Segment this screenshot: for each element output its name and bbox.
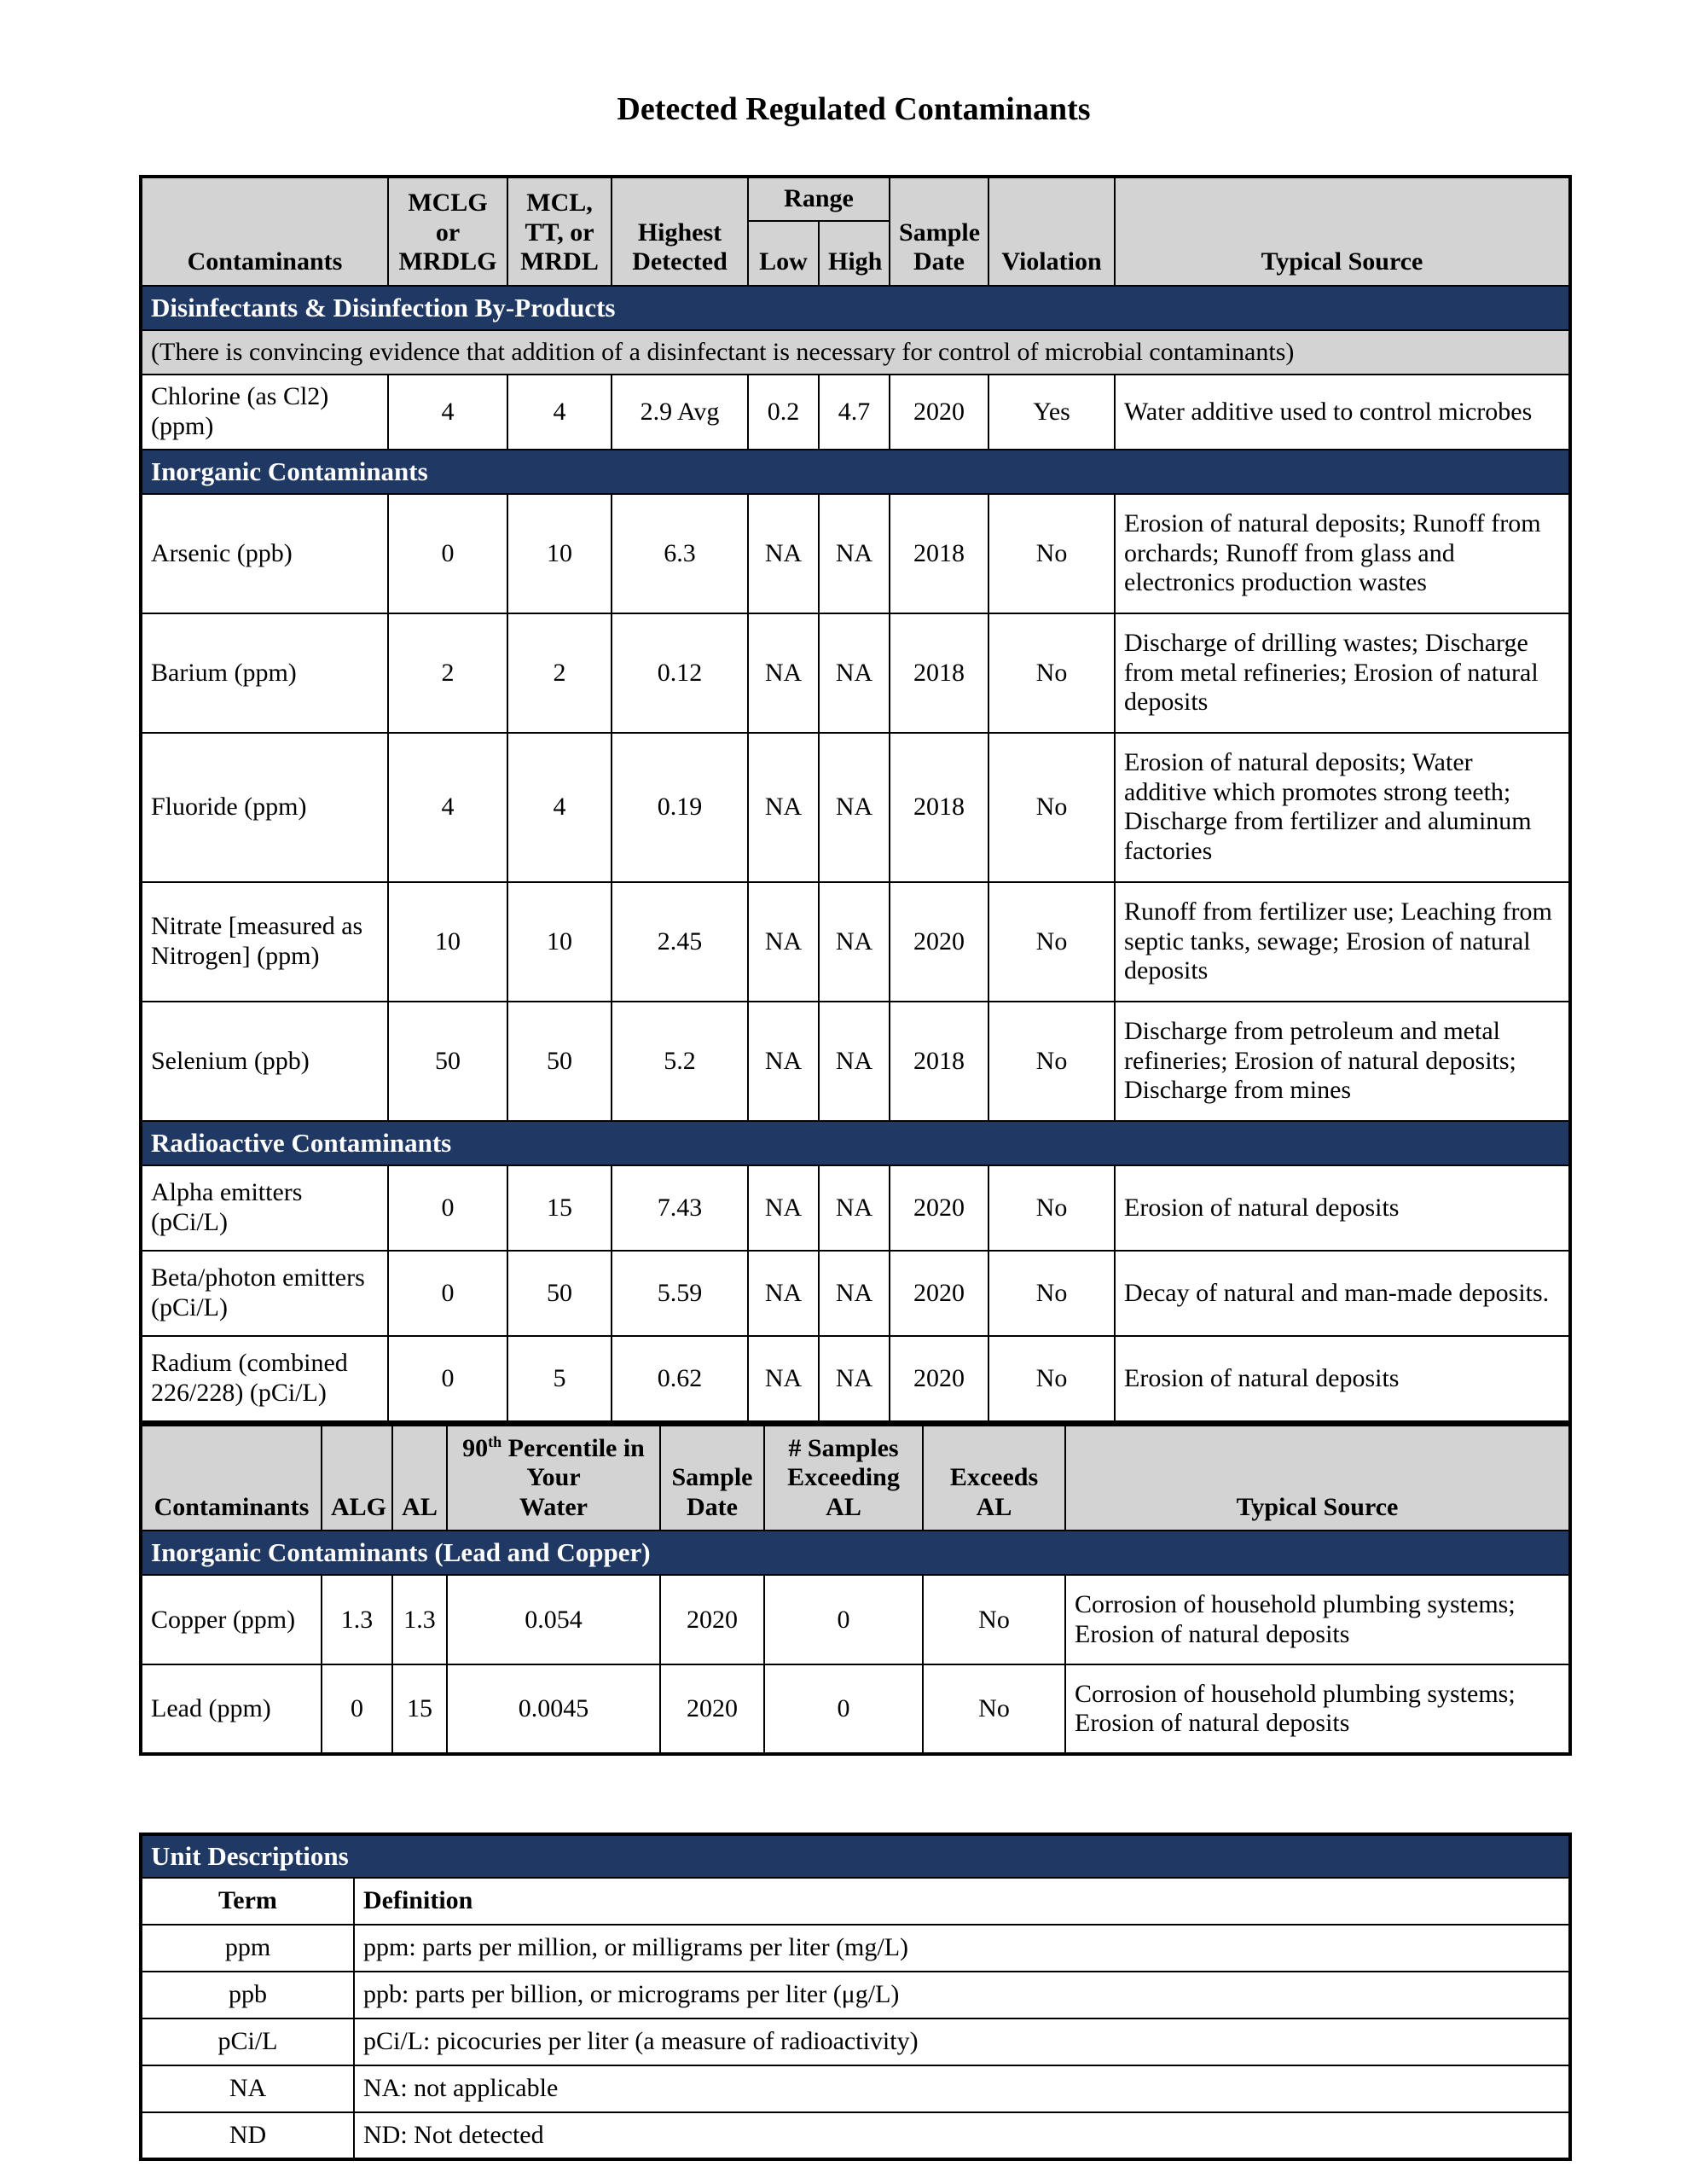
cell-typical-source: Runoff from fertilizer use; Leaching from septic tanks, sewage; Erosion of natural deposits	[1115, 882, 1570, 1002]
cell-highest: 5.2	[612, 1002, 748, 1121]
col-header-highest-detected: Highest Detected	[612, 177, 748, 286]
col-header-alg: ALG	[322, 1424, 392, 1531]
cell-typical-source: Erosion of natural deposits; Runoff from orchards; Runoff from glass and electronics production wastes	[1115, 494, 1570, 613]
cell-mcl: 4	[507, 375, 612, 450]
cell-90th-percentile: 0.0045	[447, 1664, 660, 1754]
cell-mclg: 0	[388, 1336, 507, 1421]
cell-range-high: NA	[819, 613, 890, 733]
col-header-contaminants: Contaminants	[141, 1424, 322, 1531]
cell-range-low: NA	[748, 1165, 819, 1251]
cell-sample-date: 2020	[890, 1251, 988, 1336]
cell-range-high: NA	[819, 1002, 890, 1121]
cell-typical-source: Erosion of natural deposits	[1115, 1165, 1570, 1251]
unit-header-row	[141, 1878, 1570, 1925]
cell-sample-date: 2018	[890, 1002, 988, 1121]
cell-term: pCi/L	[141, 2018, 354, 2065]
cell-highest: 7.43	[612, 1165, 748, 1251]
col-header-sample-date: Sample Date	[660, 1424, 764, 1531]
cell-samples-exceeding: 0	[764, 1664, 923, 1754]
cell-range-high: NA	[819, 882, 890, 1002]
cell-al: 15	[392, 1664, 447, 1754]
cell-alg: 1.3	[322, 1575, 392, 1664]
percentile-text: Percentile in	[501, 1433, 645, 1462]
cell-violation: Yes	[988, 375, 1115, 450]
cell-mclg: 4	[388, 733, 507, 882]
cell-contaminant: Copper (ppm)	[141, 1575, 322, 1664]
section-unit-descriptions	[141, 1834, 1570, 1878]
col-header-al: AL	[392, 1424, 447, 1531]
cell-term: ppb	[141, 1972, 354, 2018]
cell-contaminant: Lead (ppm)	[141, 1664, 322, 1754]
cell-range-low: NA	[748, 1251, 819, 1336]
cell-mcl: 10	[507, 494, 612, 613]
cell-term: NA	[141, 2065, 354, 2112]
cell-mclg: 0	[388, 1165, 507, 1251]
unit-row-nd	[141, 2112, 1570, 2159]
disinfectant-note-row	[141, 330, 1570, 375]
cell-sample-date: 2020	[660, 1664, 764, 1754]
cell-mcl: 50	[507, 1002, 612, 1121]
cell-mcl: 15	[507, 1165, 612, 1251]
col-header-90th-percentile	[447, 1424, 660, 1531]
lead-copper-header-row	[141, 1424, 1570, 1531]
cell-mclg: 50	[388, 1002, 507, 1121]
percentile-line3: Water	[519, 1492, 588, 1521]
unit-descriptions-title: Unit Descriptions	[141, 1834, 1570, 1878]
cell-typical-source: Decay of natural and man-made deposits.	[1115, 1251, 1570, 1336]
cell-sample-date: 2018	[890, 494, 988, 613]
cell-contaminant: Chlorine (as Cl2) (ppm)	[141, 375, 388, 450]
col-header-mclg: MCLG or MRDLG	[388, 177, 507, 286]
table-row-beta-photon-emitters	[141, 1251, 1570, 1336]
cell-exceeds-al: No	[923, 1575, 1065, 1664]
cell-contaminant: Barium (ppm)	[141, 613, 388, 733]
cell-range-high: NA	[819, 733, 890, 882]
cell-violation: No	[988, 494, 1115, 613]
cell-sample-date: 2020	[890, 1165, 988, 1251]
cell-mclg: 2	[388, 613, 507, 733]
table-row-alpha-emitters	[141, 1165, 1570, 1251]
cell-mcl: 10	[507, 882, 612, 1002]
cell-highest: 0.12	[612, 613, 748, 733]
unit-row-na	[141, 2065, 1570, 2112]
cell-range-low: 0.2	[748, 375, 819, 450]
cell-range-high: 4.7	[819, 375, 890, 450]
unit-row-pcil	[141, 2018, 1570, 2065]
cell-alg: 0	[322, 1664, 392, 1754]
cell-range-high: NA	[819, 494, 890, 613]
col-header-definition: Definition	[354, 1878, 1570, 1925]
cell-violation: No	[988, 1251, 1115, 1336]
section-radioactive	[141, 1121, 1570, 1165]
main-header-row	[141, 177, 1570, 221]
cell-range-low: NA	[748, 613, 819, 733]
cell-highest: 0.19	[612, 733, 748, 882]
cell-exceeds-al: No	[923, 1664, 1065, 1754]
cell-term: ND	[141, 2112, 354, 2159]
cell-typical-source: Discharge of drilling wastes; Discharge from metal refineries; Erosion of natural deposits	[1115, 613, 1570, 733]
table-row-lead	[141, 1664, 1570, 1754]
cell-mclg: 10	[388, 882, 507, 1002]
cell-highest: 5.59	[612, 1251, 748, 1336]
cell-definition: ppb: parts per billion, or micrograms per liter (μg/L)	[354, 1972, 1570, 2018]
cell-mclg: 0	[388, 494, 507, 613]
col-header-contaminants: Contaminants	[141, 177, 388, 286]
percentile-superscript: th	[488, 1432, 502, 1450]
cell-range-low: NA	[748, 494, 819, 613]
col-header-range-high: High	[819, 221, 890, 286]
cell-sample-date: 2018	[890, 733, 988, 882]
cell-typical-source: Erosion of natural deposits; Water additive which promotes strong teeth; Discharge from fertilizer and aluminum factories	[1115, 733, 1570, 882]
unit-descriptions-table	[139, 1833, 1572, 2161]
cell-range-low: NA	[748, 733, 819, 882]
cell-typical-source: Discharge from petroleum and metal refineries; Erosion of natural deposits; Discharge from mines	[1115, 1002, 1570, 1121]
percentile-number: 90	[462, 1433, 489, 1462]
col-header-exceeds-al: Exceeds AL	[923, 1424, 1065, 1531]
cell-definition: pCi/L: picocuries per liter (a measure of radioactivity)	[354, 2018, 1570, 2065]
cell-range-high: NA	[819, 1165, 890, 1251]
table-row-barium	[141, 613, 1570, 733]
col-header-term: Term	[141, 1878, 354, 1925]
cell-contaminant: Selenium (ppb)	[141, 1002, 388, 1121]
cell-definition: NA: not applicable	[354, 2065, 1570, 2112]
page-title: Detected Regulated Contaminants	[617, 91, 1091, 127]
table-row-radium	[141, 1336, 1570, 1421]
table-row-selenium	[141, 1002, 1570, 1121]
cell-violation: No	[988, 1336, 1115, 1421]
cell-contaminant: Beta/photon emitters (pCi/L)	[141, 1251, 388, 1336]
cell-contaminant: Alpha emitters (pCi/L)	[141, 1165, 388, 1251]
col-header-typical-source: Typical Source	[1115, 177, 1570, 286]
table-row-fluoride	[141, 733, 1570, 882]
section-disinfectants	[141, 286, 1570, 330]
cell-typical-source: Water additive used to control microbes	[1115, 375, 1570, 450]
table-row-copper	[141, 1575, 1570, 1664]
percentile-line2: Your	[526, 1463, 581, 1492]
cell-highest: 2.9 Avg	[612, 375, 748, 450]
col-header-range-low: Low	[748, 221, 819, 286]
cell-highest: 2.45	[612, 882, 748, 1002]
cell-range-low: NA	[748, 882, 819, 1002]
cell-sample-date: 2020	[890, 1336, 988, 1421]
cell-sample-date: 2020	[890, 375, 988, 450]
cell-mcl: 2	[507, 613, 612, 733]
cell-typical-source: Erosion of natural deposits	[1115, 1336, 1570, 1421]
cell-range-high: NA	[819, 1336, 890, 1421]
cell-violation: No	[988, 613, 1115, 733]
cell-range-high: NA	[819, 1251, 890, 1336]
cell-definition: ND: Not detected	[354, 2112, 1570, 2159]
cell-range-low: NA	[748, 1002, 819, 1121]
cell-mclg: 0	[388, 1251, 507, 1336]
cell-mclg: 4	[388, 375, 507, 450]
report-page	[139, 92, 1568, 2161]
table-row-nitrate	[141, 882, 1570, 1002]
cell-range-low: NA	[748, 1336, 819, 1421]
cell-mcl: 5	[507, 1336, 612, 1421]
cell-contaminant: Radium (combined 226/228) (pCi/L)	[141, 1336, 388, 1421]
table-row-arsenic	[141, 494, 1570, 613]
unit-row-ppb	[141, 1972, 1570, 2018]
cell-typical-source: Corrosion of household plumbing systems; Erosion of natural deposits	[1065, 1664, 1570, 1754]
cell-mcl: 50	[507, 1251, 612, 1336]
cell-typical-source: Corrosion of household plumbing systems; Erosion of natural deposits	[1065, 1575, 1570, 1664]
cell-highest: 0.62	[612, 1336, 748, 1421]
section-lead-copper-label: Inorganic Contaminants (Lead and Copper)	[141, 1531, 1570, 1575]
cell-sample-date: 2020	[890, 882, 988, 1002]
cell-term: ppm	[141, 1925, 354, 1972]
cell-violation: No	[988, 733, 1115, 882]
regulated-contaminants-table	[139, 175, 1572, 1422]
col-header-typical-source: Typical Source	[1065, 1424, 1570, 1531]
cell-sample-date: 2018	[890, 613, 988, 733]
col-header-samples-exceeding-al: # Samples Exceeding AL	[764, 1424, 923, 1531]
col-header-violation: Violation	[988, 177, 1115, 286]
disinfectant-note: (There is convincing evidence that addition of a disinfectant is necessary for control of microbial contaminants)	[141, 330, 1570, 375]
section-inorganic	[141, 450, 1570, 494]
col-header-range: Range	[748, 177, 890, 221]
lead-copper-table	[139, 1422, 1572, 1757]
cell-contaminant: Arsenic (ppb)	[141, 494, 388, 613]
unit-row-ppm	[141, 1925, 1570, 1972]
cell-sample-date: 2020	[660, 1575, 764, 1664]
cell-al: 1.3	[392, 1575, 447, 1664]
col-header-mcl: MCL, TT, or MRDL	[507, 177, 612, 286]
cell-samples-exceeding: 0	[764, 1575, 923, 1664]
section-lead-copper	[141, 1531, 1570, 1575]
section-disinfectants-label: Disinfectants & Disinfection By-Products	[141, 286, 1570, 330]
section-radioactive-label: Radioactive Contaminants	[141, 1121, 1570, 1165]
cell-definition: ppm: parts per million, or milligrams per liter (mg/L)	[354, 1925, 1570, 1972]
section-inorganic-label: Inorganic Contaminants	[141, 450, 1570, 494]
table-row-chlorine	[141, 375, 1570, 450]
cell-contaminant: Nitrate [measured as Nitrogen] (ppm)	[141, 882, 388, 1002]
cell-violation: No	[988, 1165, 1115, 1251]
cell-90th-percentile: 0.054	[447, 1575, 660, 1664]
cell-violation: No	[988, 882, 1115, 1002]
cell-violation: No	[988, 1002, 1115, 1121]
col-header-sample-date: Sample Date	[890, 177, 988, 286]
cell-contaminant: Fluoride (ppm)	[141, 733, 388, 882]
cell-highest: 6.3	[612, 494, 748, 613]
cell-mcl: 4	[507, 733, 612, 882]
